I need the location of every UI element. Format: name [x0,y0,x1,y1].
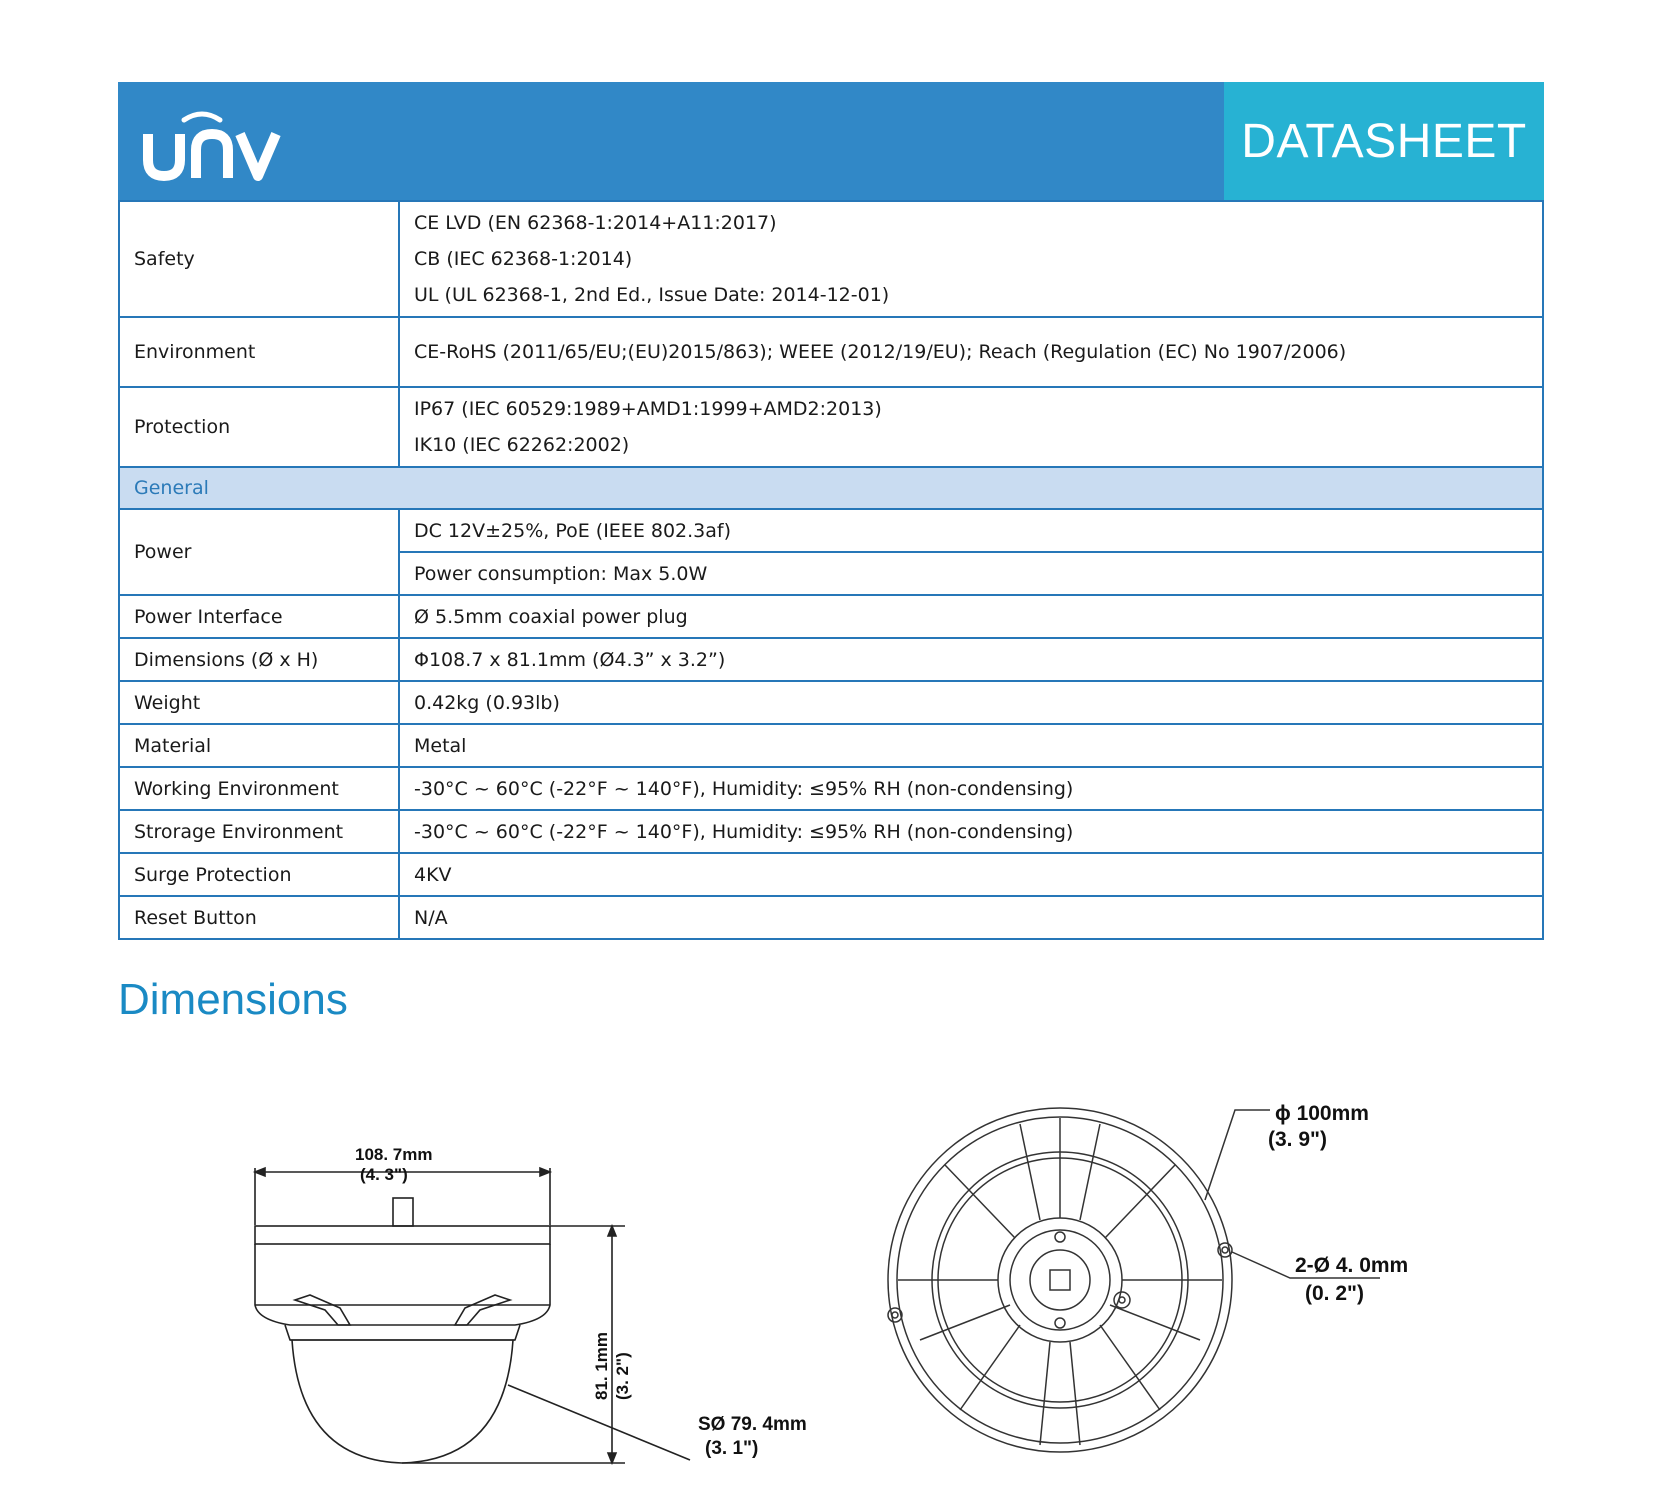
row-value: DC 12V±25%, PoE (IEEE 802.3af) [399,509,1543,552]
row-value: Ø 5.5mm coaxial power plug [399,595,1543,638]
row-value: Power consumption: Max 5.0W [399,552,1543,595]
bottom-view-drawing [870,1100,1470,1480]
datasheet-badge [1224,82,1544,200]
width-mm-label: 108. 7mm [355,1145,433,1164]
holes-in-label: (0. 2") [1305,1282,1364,1305]
row-label: Power [119,509,399,595]
row-label: Weight [119,681,399,724]
section-header-general [119,467,1543,509]
row-label: Dimensions (Ø x H) [119,638,399,681]
section-title: General [119,467,1543,509]
row-label: Working Environment [119,767,399,810]
row-label: Material [119,724,399,767]
row-label: Protection [119,387,399,467]
dome-in-label: (3. 1") [705,1438,759,1459]
value-line: CE LVD (EN 62368-1:2014+A11:2017) [414,212,777,234]
height-mm-label: 81. 1mm [592,1331,611,1400]
row-value: Φ108.7 x 81.1mm (Ø4.3” x 3.2”) [399,638,1543,681]
value-line: IK10 (IEC 62262:2002) [414,434,630,456]
table-row [119,810,1543,853]
table-row [119,387,1543,467]
table-row [119,896,1543,939]
spec-table [118,200,1544,940]
row-label: Power Interface [119,595,399,638]
row-label: Environment [119,317,399,387]
row-label: Strorage Environment [119,810,399,853]
row-label: Surge Protection [119,853,399,896]
table-row [119,853,1543,896]
width-in-label: (4. 3") [360,1165,408,1184]
height-in-label: (3. 2") [613,1352,632,1400]
row-value: 0.42kg (0.93lb) [399,681,1543,724]
side-view-drawing [230,1130,850,1480]
value-line: IP67 (IEC 60529:1989+AMD1:1999+AMD2:2013) [414,398,882,420]
table-row [119,509,1543,552]
header-banner [118,82,1544,200]
table-row [119,317,1543,387]
row-value: -30°C ~ 60°C (-22°F ~ 140°F), Humidity: ≤95% RH (non-condensing) [399,810,1543,853]
table-row [119,724,1543,767]
row-label: Safety [119,201,399,317]
diameter-mm-label: ϕ 100mm [1275,1102,1369,1125]
row-value [399,201,1543,317]
row-value: -30°C ~ 60°C (-22°F ~ 140°F), Humidity: ≤95% RH (non-condensing) [399,767,1543,810]
row-value: N/A [399,896,1543,939]
row-value [399,387,1543,467]
row-value: Metal [399,724,1543,767]
holes-mm-label: 2-Ø 4. 0mm [1295,1254,1409,1277]
table-row [119,681,1543,724]
table-row [119,638,1543,681]
row-label: Reset Button [119,896,399,939]
dome-mm-label: SØ 79. 4mm [698,1414,807,1435]
table-row [119,767,1543,810]
datasheet-title: DATASHEET [1241,114,1527,168]
diameter-in-label: (3. 9") [1268,1128,1327,1151]
row-value: 4KV [399,853,1543,896]
table-row [119,595,1543,638]
unv-logo [140,104,290,184]
table-row [119,201,1543,317]
value-line: UL (UL 62368-1, 2nd Ed., Issue Date: 2014-12-01) [414,284,890,306]
dimensions-heading: Dimensions [118,975,348,1024]
row-value: CE-RoHS (2011/65/EU;(EU)2015/863); WEEE (2012/19/EU); Reach (Regulation (EC) No 1907/2006) [399,317,1543,387]
value-line: CB (IEC 62368-1:2014) [414,248,633,270]
